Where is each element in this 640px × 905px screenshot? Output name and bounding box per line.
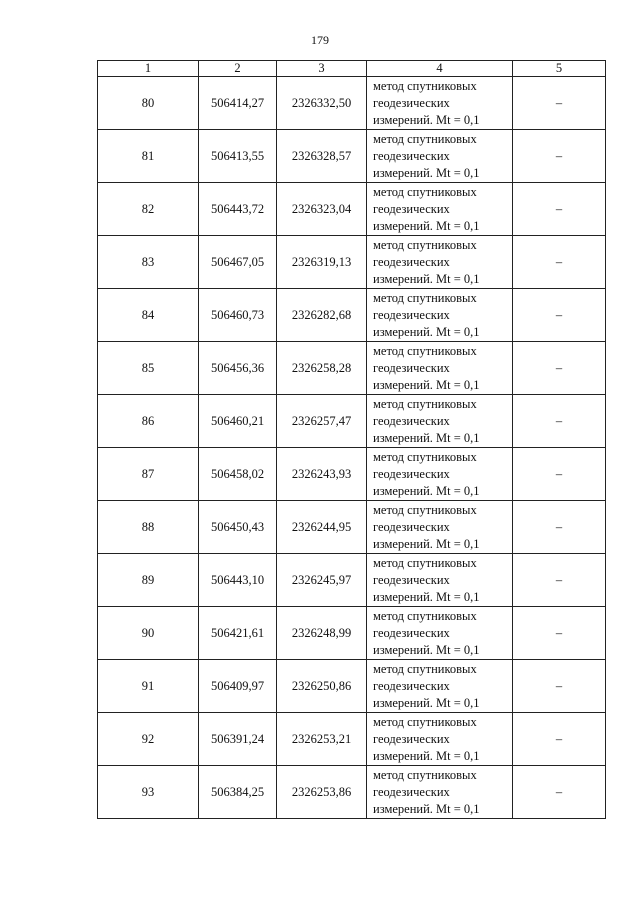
method-cell: [367, 77, 513, 130]
x-coordinate-cell: 506421,61: [199, 607, 277, 660]
x-coordinate-cell: 506413,55: [199, 130, 277, 183]
y-coordinate-cell: 2326328,57: [277, 130, 367, 183]
method-cell: [367, 342, 513, 395]
method-cell: [367, 501, 513, 554]
y-coordinate-cell: 2326282,68: [277, 289, 367, 342]
y-coordinate-cell: 2326250,86: [277, 660, 367, 713]
table-row: [98, 554, 606, 607]
method-line: геодезических: [373, 307, 450, 322]
point-number-cell: 93: [98, 766, 199, 819]
x-coordinate-cell: 506456,36: [199, 342, 277, 395]
method-line: метод спутниковых: [373, 555, 477, 570]
method-cell: [367, 289, 513, 342]
method-line: метод спутниковых: [373, 502, 477, 517]
method-cell: [367, 395, 513, 448]
point-number-cell: 88: [98, 501, 199, 554]
method-line: метод спутниковых: [373, 767, 477, 782]
y-coordinate-cell: 2326258,28: [277, 342, 367, 395]
column-5-cell: –: [513, 77, 606, 130]
method-line: геодезических: [373, 95, 450, 110]
method-cell: [367, 130, 513, 183]
x-coordinate-cell: 506460,73: [199, 289, 277, 342]
method-line: измерений. Mt = 0,1: [373, 112, 480, 127]
y-coordinate-cell: 2326323,04: [277, 183, 367, 236]
coordinates-table: [97, 60, 606, 819]
table-row: [98, 766, 606, 819]
column-5-cell: –: [513, 501, 606, 554]
point-number-cell: 92: [98, 713, 199, 766]
table-row: [98, 342, 606, 395]
x-coordinate-cell: 506414,27: [199, 77, 277, 130]
method-line: метод спутниковых: [373, 714, 477, 729]
method-line: метод спутниковых: [373, 608, 477, 623]
x-coordinate-cell: 506443,72: [199, 183, 277, 236]
column-header: 1: [98, 61, 199, 77]
method-line: метод спутниковых: [373, 449, 477, 464]
x-coordinate-cell: 506460,21: [199, 395, 277, 448]
column-5-cell: –: [513, 607, 606, 660]
table-row: [98, 395, 606, 448]
point-number-cell: 81: [98, 130, 199, 183]
point-number-cell: 89: [98, 554, 199, 607]
method-line: метод спутниковых: [373, 661, 477, 676]
column-5-cell: –: [513, 342, 606, 395]
column-5-cell: –: [513, 554, 606, 607]
method-cell: [367, 766, 513, 819]
column-header: 5: [513, 61, 606, 77]
method-line: измерений. Mt = 0,1: [373, 377, 480, 392]
method-line: измерений. Mt = 0,1: [373, 218, 480, 233]
method-line: измерений. Mt = 0,1: [373, 748, 480, 763]
method-line: измерений. Mt = 0,1: [373, 642, 480, 657]
y-coordinate-cell: 2326257,47: [277, 395, 367, 448]
table-row: [98, 501, 606, 554]
method-cell: [367, 236, 513, 289]
point-number-cell: 82: [98, 183, 199, 236]
method-line: измерений. Mt = 0,1: [373, 536, 480, 551]
method-cell: [367, 183, 513, 236]
method-line: метод спутниковых: [373, 78, 477, 93]
method-line: метод спутниковых: [373, 237, 477, 252]
x-coordinate-cell: 506384,25: [199, 766, 277, 819]
table-row: [98, 236, 606, 289]
method-cell: [367, 448, 513, 501]
column-5-cell: –: [513, 289, 606, 342]
y-coordinate-cell: 2326319,13: [277, 236, 367, 289]
column-header: 2: [199, 61, 277, 77]
x-coordinate-cell: 506391,24: [199, 713, 277, 766]
method-line: геодезических: [373, 360, 450, 375]
y-coordinate-cell: 2326244,95: [277, 501, 367, 554]
method-line: метод спутниковых: [373, 290, 477, 305]
column-5-cell: –: [513, 660, 606, 713]
method-line: метод спутниковых: [373, 343, 477, 358]
column-header: 3: [277, 61, 367, 77]
method-line: измерений. Mt = 0,1: [373, 271, 480, 286]
column-header: 4: [367, 61, 513, 77]
table-row: [98, 289, 606, 342]
page-number: 179: [311, 33, 329, 47]
method-cell: [367, 554, 513, 607]
method-line: геодезических: [373, 148, 450, 163]
x-coordinate-cell: 506450,43: [199, 501, 277, 554]
point-number-cell: 80: [98, 77, 199, 130]
column-5-cell: –: [513, 130, 606, 183]
table-row: [98, 448, 606, 501]
method-line: геодезических: [373, 784, 450, 799]
table-row: [98, 607, 606, 660]
point-number-cell: 87: [98, 448, 199, 501]
method-line: геодезических: [373, 625, 450, 640]
header-row: [98, 61, 606, 77]
method-line: геодезических: [373, 572, 450, 587]
y-coordinate-cell: 2326253,21: [277, 713, 367, 766]
method-line: измерений. Mt = 0,1: [373, 695, 480, 710]
method-line: измерений. Mt = 0,1: [373, 430, 480, 445]
method-cell: [367, 713, 513, 766]
y-coordinate-cell: 2326332,50: [277, 77, 367, 130]
column-5-cell: –: [513, 448, 606, 501]
x-coordinate-cell: 506443,10: [199, 554, 277, 607]
y-coordinate-cell: 2326243,93: [277, 448, 367, 501]
point-number-cell: 91: [98, 660, 199, 713]
method-cell: [367, 607, 513, 660]
point-number-cell: 90: [98, 607, 199, 660]
method-line: метод спутниковых: [373, 184, 477, 199]
method-line: измерений. Mt = 0,1: [373, 801, 480, 816]
method-line: измерений. Mt = 0,1: [373, 324, 480, 339]
method-line: метод спутниковых: [373, 396, 477, 411]
point-number-cell: 84: [98, 289, 199, 342]
table-row: [98, 713, 606, 766]
y-coordinate-cell: 2326248,99: [277, 607, 367, 660]
method-line: измерений. Mt = 0,1: [373, 483, 480, 498]
table-row: [98, 77, 606, 130]
table-row: [98, 130, 606, 183]
method-line: геодезических: [373, 678, 450, 693]
column-5-cell: –: [513, 766, 606, 819]
x-coordinate-cell: 506458,02: [199, 448, 277, 501]
x-coordinate-cell: 506467,05: [199, 236, 277, 289]
method-line: геодезических: [373, 201, 450, 216]
method-line: измерений. Mt = 0,1: [373, 165, 480, 180]
y-coordinate-cell: 2326253,86: [277, 766, 367, 819]
point-number-cell: 85: [98, 342, 199, 395]
method-line: геодезических: [373, 519, 450, 534]
table-row: [98, 183, 606, 236]
column-5-cell: –: [513, 713, 606, 766]
column-5-cell: –: [513, 183, 606, 236]
method-line: геодезических: [373, 254, 450, 269]
y-coordinate-cell: 2326245,97: [277, 554, 367, 607]
point-number-cell: 83: [98, 236, 199, 289]
method-line: геодезических: [373, 413, 450, 428]
column-5-cell: –: [513, 395, 606, 448]
x-coordinate-cell: 506409,97: [199, 660, 277, 713]
point-number-cell: 86: [98, 395, 199, 448]
method-line: геодезических: [373, 466, 450, 481]
method-line: измерений. Mt = 0,1: [373, 589, 480, 604]
method-cell: [367, 660, 513, 713]
method-line: метод спутниковых: [373, 131, 477, 146]
table-row: [98, 660, 606, 713]
column-5-cell: –: [513, 236, 606, 289]
method-line: геодезических: [373, 731, 450, 746]
